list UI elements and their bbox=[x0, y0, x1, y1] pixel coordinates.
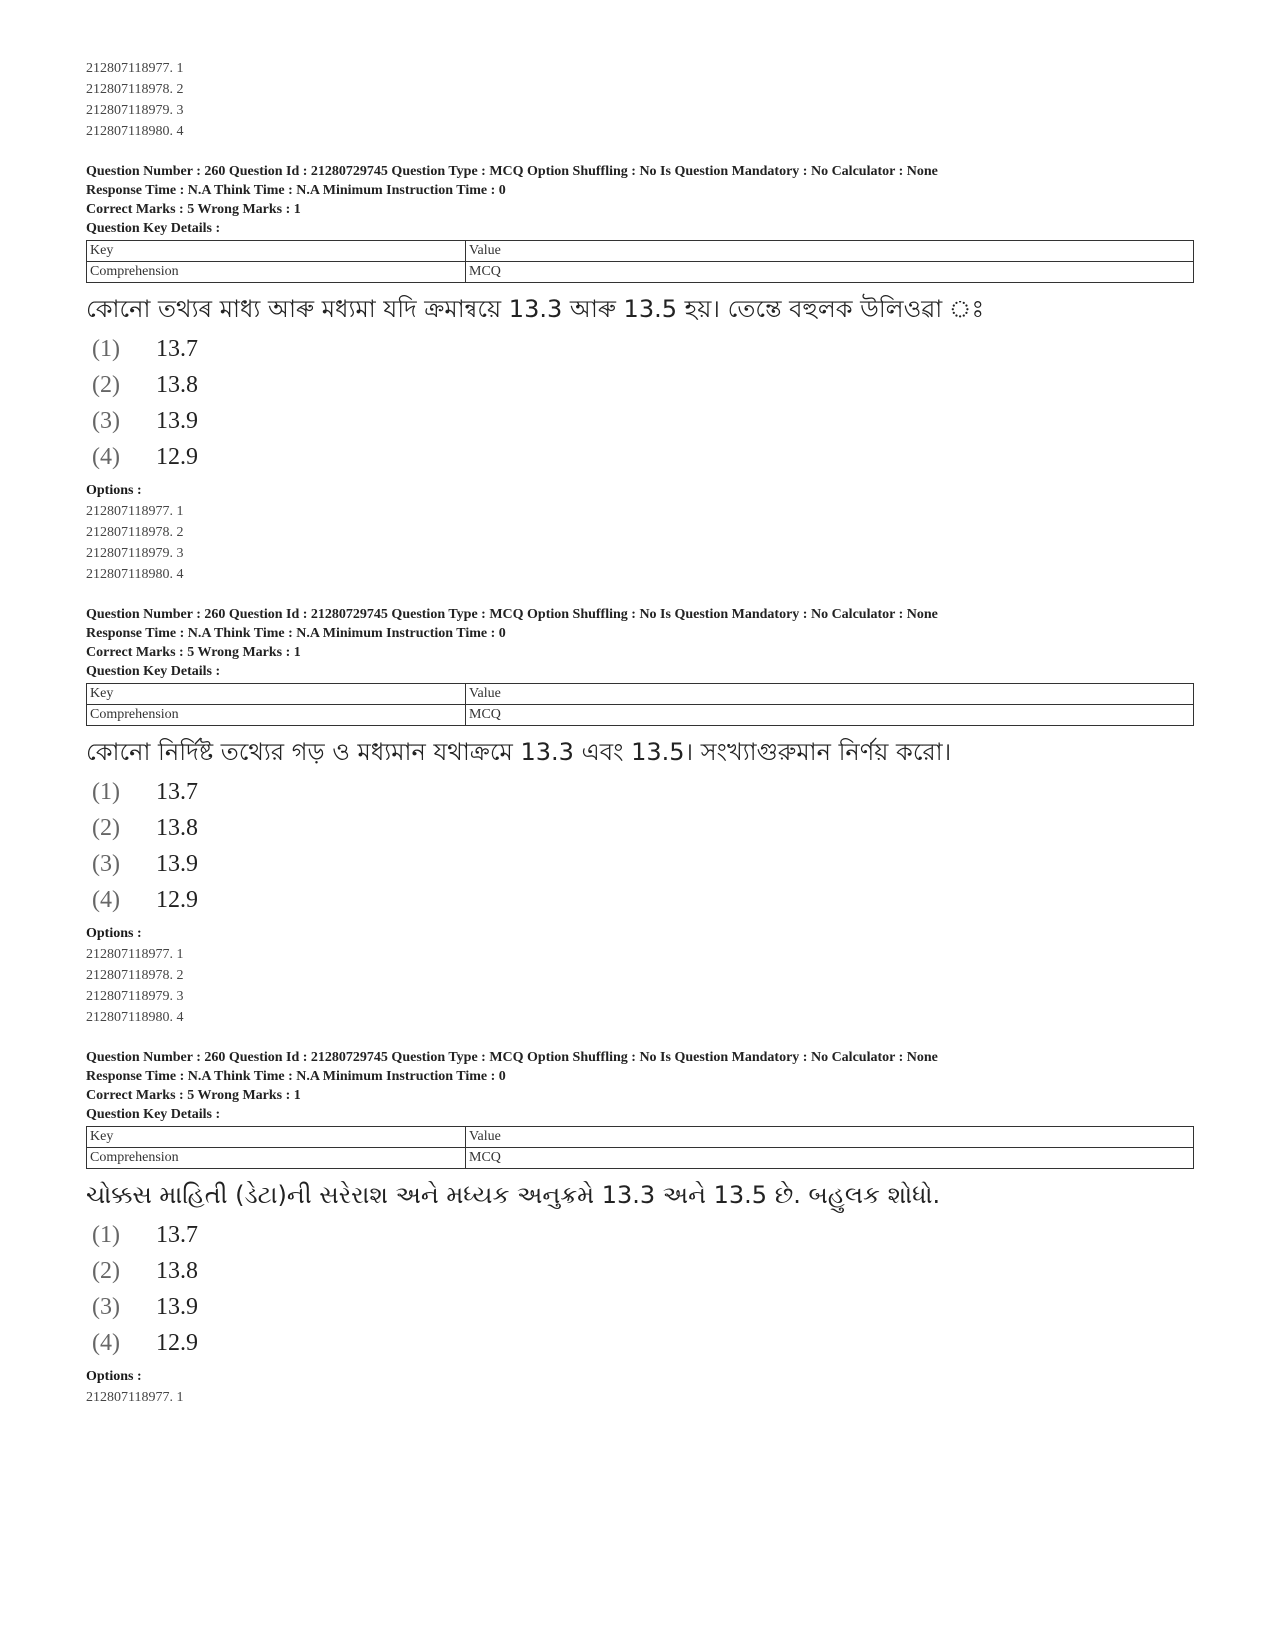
choice-item bbox=[92, 1253, 1191, 1289]
table-row bbox=[87, 705, 1194, 726]
table-row bbox=[87, 1148, 1194, 1169]
question-text: কোনো নির্দিষ্ট তথ্যের গড় ও মধ্যমান যথাক্রমে 13.3 এবং 13.5। সংখ্যাগুরুমান নির্ণয় করো। bbox=[86, 738, 952, 766]
key-details-label: Question Key Details : bbox=[86, 1107, 221, 1122]
table-header-cell: Key bbox=[87, 684, 466, 705]
option-id-line: 212807118978. 2 bbox=[86, 82, 184, 97]
table-header-row bbox=[87, 241, 1194, 262]
choice-item bbox=[92, 774, 1191, 810]
choice-value: 12.9 bbox=[156, 887, 198, 913]
table-cell: MCQ bbox=[466, 262, 1194, 283]
option-id-line: 212807118978. 2 bbox=[86, 968, 184, 983]
table-header-row bbox=[87, 684, 1194, 705]
question-meta-line: Question Number : 260 Question Id : 21280729745 Question Type : MCQ Option Shuffling : No Is Question Mandatory : No Calculator : None bbox=[86, 607, 938, 622]
question-meta bbox=[86, 1048, 1191, 1124]
key-details-label: Question Key Details : bbox=[86, 221, 221, 236]
choice-number: (2) bbox=[92, 1258, 120, 1284]
question-text: কোনো তথ্যৰ মাধ্য আৰু মধ্যমা যদি ক্ৰমান্বয়ে 13.3 আৰু 13.5 হয়। তেন্তে বহুলক উলিওৱা ঃ bbox=[86, 295, 985, 323]
question-meta-line: Response Time : N.A Think Time : N.A Minimum Instruction Time : 0 bbox=[86, 1069, 506, 1084]
choice-value: 13.9 bbox=[156, 408, 198, 434]
question-meta-line: Response Time : N.A Think Time : N.A Minimum Instruction Time : 0 bbox=[86, 626, 506, 641]
choice-number: (1) bbox=[92, 779, 120, 805]
choice-value: 13.7 bbox=[156, 1222, 198, 1248]
choice-number: (4) bbox=[92, 1330, 120, 1356]
table-header-cell: Key bbox=[87, 241, 466, 262]
question-block bbox=[86, 1048, 1191, 1408]
option-id-line: 212807118979. 3 bbox=[86, 989, 184, 1004]
choice-number: (1) bbox=[92, 1222, 120, 1248]
option-id-line: 212807118979. 3 bbox=[86, 546, 184, 561]
option-id-line: 212807118980. 4 bbox=[86, 1010, 184, 1025]
options-label: Options : bbox=[86, 926, 142, 941]
choice-number: (2) bbox=[92, 815, 120, 841]
choice-value: 13.8 bbox=[156, 1258, 198, 1284]
choice-number: (3) bbox=[92, 408, 120, 434]
key-value-table bbox=[86, 240, 1194, 283]
choice-value: 13.7 bbox=[156, 779, 198, 805]
key-value-table bbox=[86, 1126, 1194, 1169]
option-id-line: 212807118979. 3 bbox=[86, 103, 184, 118]
table-cell: MCQ bbox=[466, 705, 1194, 726]
choice-list bbox=[92, 1217, 1191, 1361]
option-id-line: 212807118977. 1 bbox=[86, 504, 184, 519]
choice-item bbox=[92, 810, 1191, 846]
options-label: Options : bbox=[86, 1369, 142, 1384]
choice-item bbox=[92, 882, 1191, 918]
key-value-table bbox=[86, 683, 1194, 726]
marks-line: Correct Marks : 5 Wrong Marks : 1 bbox=[86, 1088, 301, 1103]
key-details-label: Question Key Details : bbox=[86, 664, 221, 679]
table-header-row bbox=[87, 1127, 1194, 1148]
question-meta-line: Question Number : 260 Question Id : 21280729745 Question Type : MCQ Option Shuffling : No Is Question Mandatory : No Calculator : None bbox=[86, 164, 938, 179]
question-text: ચોક્કસ માહિતી (ડેટા)ની સરેરાશ અને મધ્યક અનુક્રમે 13.3 અને 13.5 છે. બહુલક શોધો. bbox=[86, 1181, 941, 1209]
choice-number: (3) bbox=[92, 851, 120, 877]
table-row bbox=[87, 262, 1194, 283]
option-id-line: 212807118977. 1 bbox=[86, 947, 184, 962]
choice-number: (4) bbox=[92, 444, 120, 470]
question-meta-line: Question Number : 260 Question Id : 21280729745 Question Type : MCQ Option Shuffling : No Is Question Mandatory : No Calculator : None bbox=[86, 1050, 938, 1065]
choice-item bbox=[92, 846, 1191, 882]
question-meta bbox=[86, 605, 1191, 681]
option-id-line: 212807118980. 4 bbox=[86, 124, 184, 139]
option-id-line: 212807118980. 4 bbox=[86, 567, 184, 582]
table-cell: Comprehension bbox=[87, 1148, 466, 1169]
choice-item bbox=[92, 403, 1191, 439]
choice-value: 13.9 bbox=[156, 1294, 198, 1320]
question-block bbox=[86, 605, 1191, 1028]
options-label: Options : bbox=[86, 483, 142, 498]
choice-item bbox=[92, 1289, 1191, 1325]
option-id-line: 212807118977. 1 bbox=[86, 61, 184, 76]
choice-value: 13.9 bbox=[156, 851, 198, 877]
option-id-line: 212807118978. 2 bbox=[86, 525, 184, 540]
choice-item bbox=[92, 439, 1191, 475]
table-header-cell: Value bbox=[466, 1127, 1194, 1148]
choice-item bbox=[92, 331, 1191, 367]
choice-number: (2) bbox=[92, 372, 120, 398]
table-cell: MCQ bbox=[466, 1148, 1194, 1169]
table-header-cell: Key bbox=[87, 1127, 466, 1148]
top-options-list bbox=[86, 58, 1191, 142]
question-meta bbox=[86, 162, 1191, 238]
table-cell: Comprehension bbox=[87, 262, 466, 283]
table-header-cell: Value bbox=[466, 684, 1194, 705]
table-cell: Comprehension bbox=[87, 705, 466, 726]
choice-item bbox=[92, 1325, 1191, 1361]
document-page bbox=[86, 58, 1191, 1408]
choice-value: 13.7 bbox=[156, 336, 198, 362]
choice-list bbox=[92, 774, 1191, 918]
choice-value: 13.8 bbox=[156, 372, 198, 398]
choice-value: 12.9 bbox=[156, 1330, 198, 1356]
question-meta-line: Response Time : N.A Think Time : N.A Minimum Instruction Time : 0 bbox=[86, 183, 506, 198]
choice-list bbox=[92, 331, 1191, 475]
table-header-cell: Value bbox=[466, 241, 1194, 262]
choice-number: (3) bbox=[92, 1294, 120, 1320]
choice-item bbox=[92, 367, 1191, 403]
choice-number: (4) bbox=[92, 887, 120, 913]
question-block bbox=[86, 162, 1191, 585]
choice-value: 13.8 bbox=[156, 815, 198, 841]
marks-line: Correct Marks : 5 Wrong Marks : 1 bbox=[86, 645, 301, 660]
marks-line: Correct Marks : 5 Wrong Marks : 1 bbox=[86, 202, 301, 217]
choice-item bbox=[92, 1217, 1191, 1253]
choice-number: (1) bbox=[92, 336, 120, 362]
option-id-line: 212807118977. 1 bbox=[86, 1390, 184, 1405]
choice-value: 12.9 bbox=[156, 444, 198, 470]
